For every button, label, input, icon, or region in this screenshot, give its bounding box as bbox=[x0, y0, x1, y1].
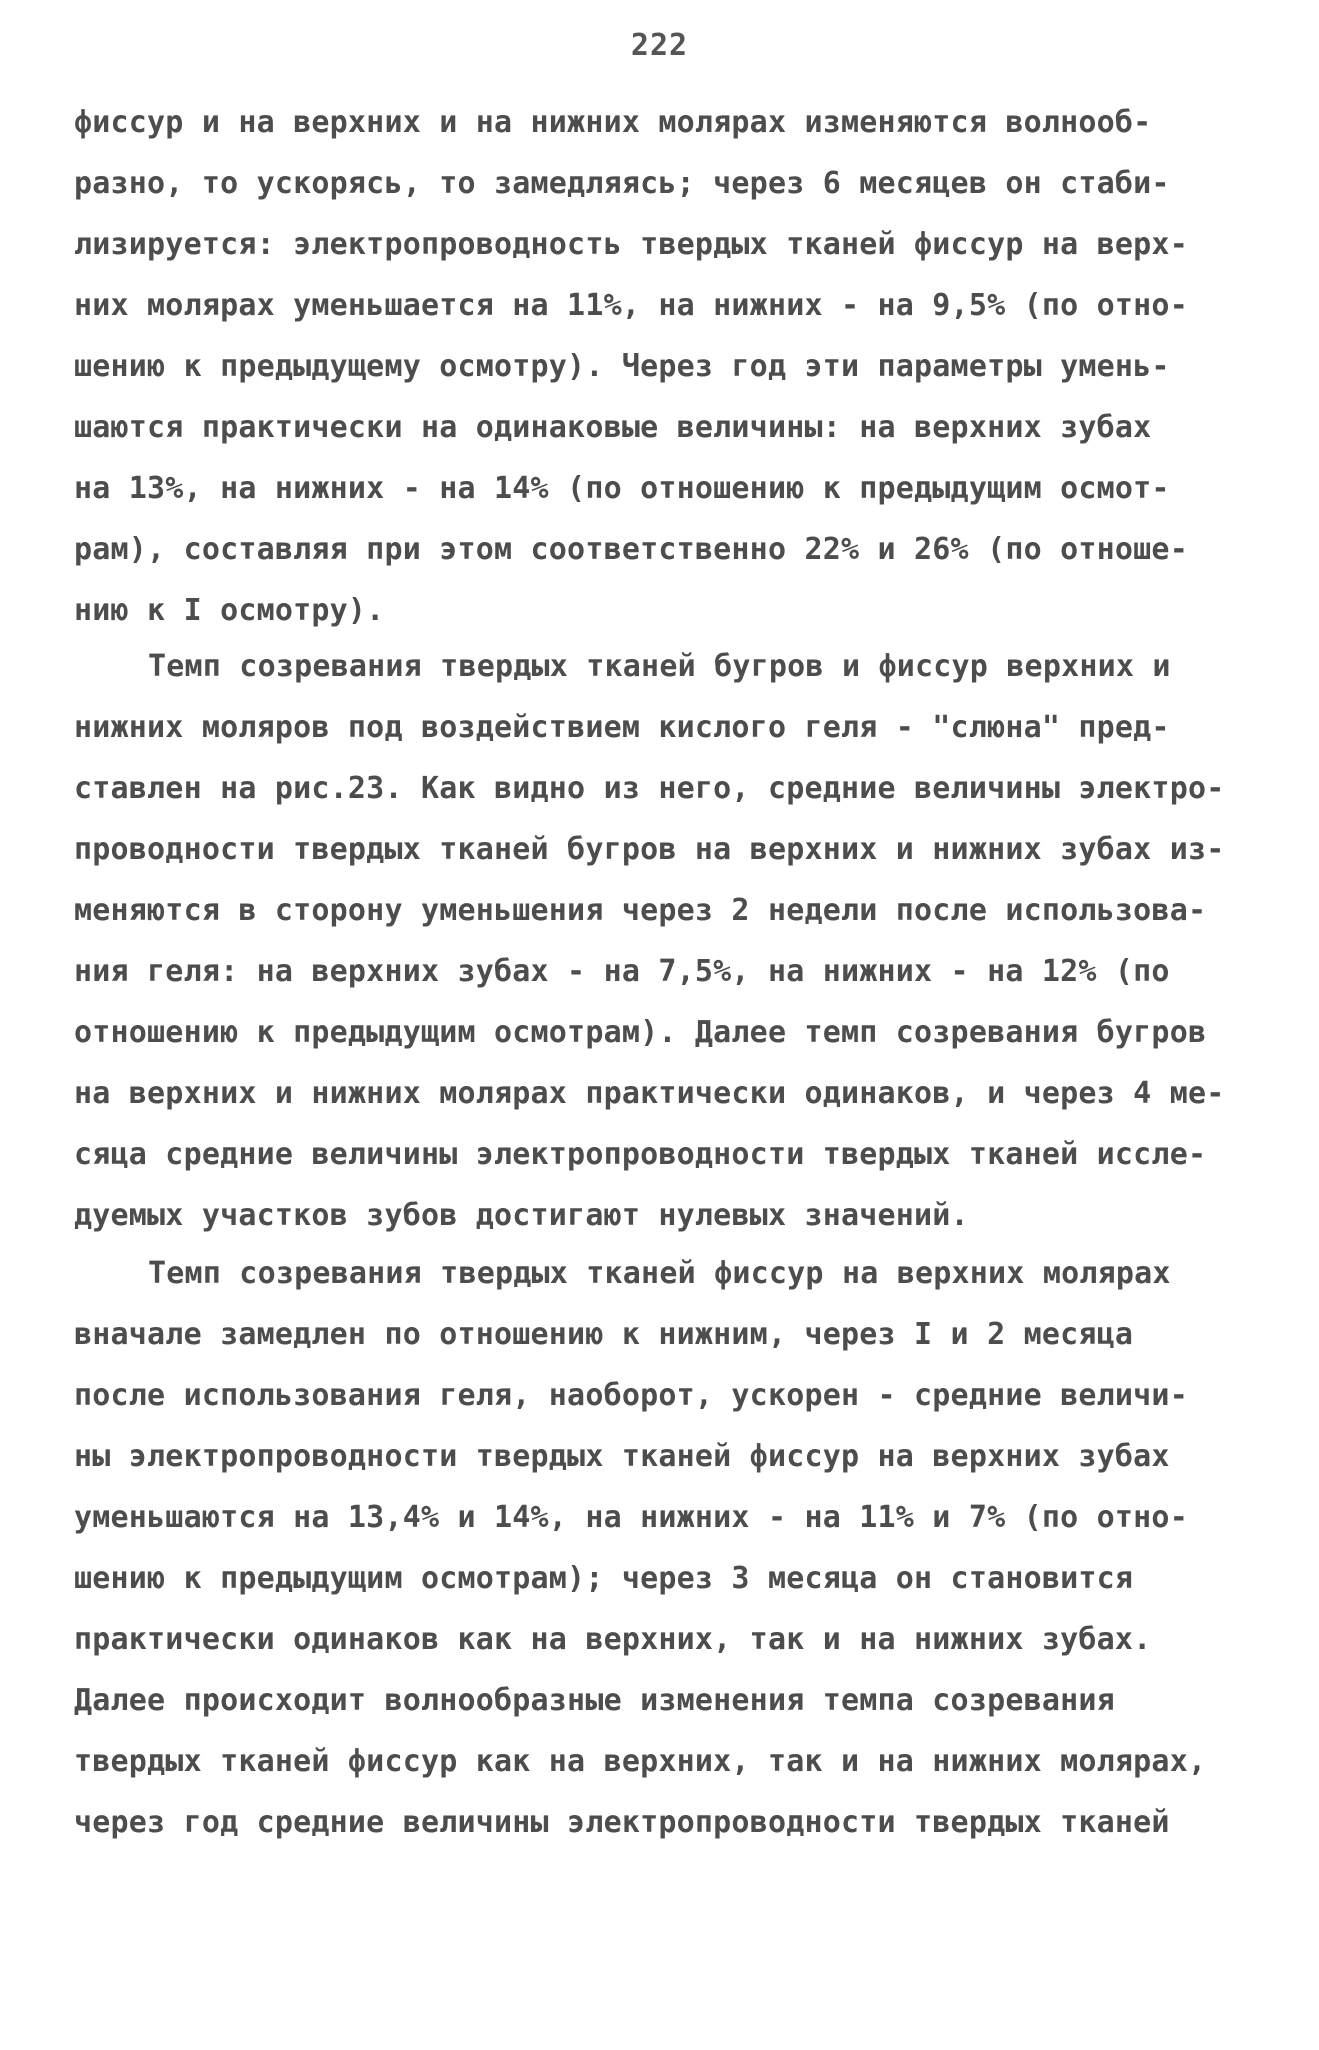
text-line: дуемых участков зубов достигают нулевых значений. bbox=[74, 1198, 969, 1233]
paragraph-2 bbox=[74, 636, 1264, 1246]
text-line: разно, то ускорясь, то замедляясь; через 6 месяцев он стаби- bbox=[74, 166, 1170, 201]
text-line: после использования геля, наоборот, ускорен - средние величи- bbox=[74, 1378, 1188, 1413]
paragraph-1 bbox=[74, 92, 1264, 641]
text-line: лизируется: электропроводность твердых тканей фиссур на верх- bbox=[74, 227, 1188, 262]
text-line: шению к предыдущему осмотру). Через год эти параметры умень- bbox=[74, 349, 1170, 384]
text-line: вначале замедлен по отношению к нижним, через I и 2 месяца bbox=[74, 1317, 1134, 1352]
text-line: фиссур и на верхних и на нижних молярах изменяются волнооб- bbox=[74, 105, 1152, 140]
text-line: через год средние величины электропроводности твердых тканей bbox=[74, 1805, 1170, 1840]
paragraph-3 bbox=[74, 1243, 1264, 1853]
text-line: Темп созревания твердых тканей фиссур на верхних молярах bbox=[148, 1256, 1171, 1291]
text-line: шаются практически на одинаковые величины: на верхних зубах bbox=[74, 410, 1152, 445]
text-line: на верхних и нижних молярах практически одинаков, и через 4 ме- bbox=[74, 1076, 1225, 1111]
text-line: твердых тканей фиссур как на верхних, так и на нижних молярах, bbox=[74, 1744, 1207, 1779]
text-line: шению к предыдущим осмотрам); через 3 месяца он становится bbox=[74, 1561, 1134, 1596]
text-line: Далее происходит волнообразные изменения темпа созревания bbox=[74, 1683, 1115, 1718]
text-line: нижних моляров под воздействием кислого геля - "слюна" пред- bbox=[74, 710, 1170, 745]
text-line: нию к I осмотру). bbox=[74, 593, 385, 628]
text-line: практически одинаков как на верхних, так и на нижних зубах. bbox=[74, 1622, 1152, 1657]
text-line: них молярах уменьшается на 11%, на нижних - на 9,5% (по отно- bbox=[74, 288, 1188, 323]
text-line: отношению к предыдущим осмотрам). Далее темп созревания бугров bbox=[74, 1015, 1207, 1050]
text-line: уменьшаются на 13,4% и 14%, на нижних - на 11% и 7% (по отно- bbox=[74, 1500, 1188, 1535]
text-line: ставлен на рис.23. Как видно из него, средние величины электро- bbox=[74, 771, 1225, 806]
text-line: меняются в сторону уменьшения через 2 недели после использова- bbox=[74, 893, 1207, 928]
text-line: ния геля: на верхних зубах - на 7,5%, на нижних - на 12% (по bbox=[74, 954, 1170, 989]
text-line: проводности твердых тканей бугров на верхних и нижних зубах из- bbox=[74, 832, 1225, 867]
text-line: Темп созревания твердых тканей бугров и фиссур верхних и bbox=[148, 649, 1171, 684]
text-line: на 13%, на нижних - на 14% (по отношению к предыдущим осмот- bbox=[74, 471, 1170, 506]
text-line: сяца средние величины электропроводности твердых тканей иссле- bbox=[74, 1137, 1207, 1172]
text-line: рам), составляя при этом соответственно 22% и 26% (по отноше- bbox=[74, 532, 1188, 567]
text-line: ны электропроводности твердых тканей фиссур на верхних зубах bbox=[74, 1439, 1170, 1474]
page-number: 222 bbox=[630, 28, 689, 63]
